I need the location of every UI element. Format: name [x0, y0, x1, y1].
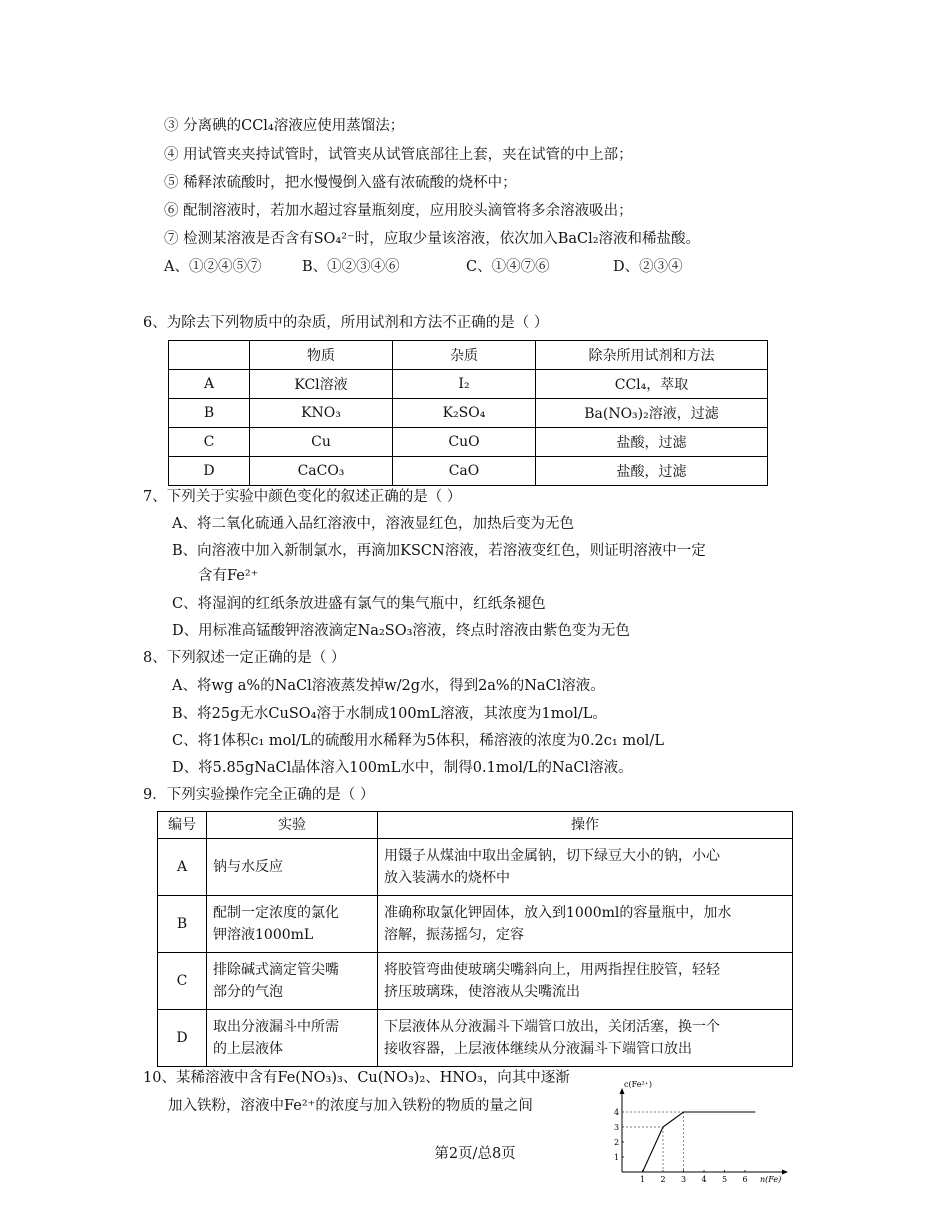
q5-item-7: ⑦ 检测某溶液是否含有SO₄²⁻时，应取少量该溶液，依次加入BaCl₂溶液和稀盐酸。 [164, 231, 701, 247]
q9-row-b-id: B [158, 896, 207, 953]
q8-stem: 8、下列叙述一定正确的是（ ） [143, 650, 346, 666]
q6-row-c-method: 盐酸，过滤 [536, 428, 768, 457]
table-row [169, 370, 768, 399]
x-tick-label: 4 [701, 1175, 707, 1184]
q9-row-a-op-1: 用镊子从煤油中取出金属钠，切下绿豆大小的钠，小心 [384, 848, 720, 864]
table-row [158, 1010, 793, 1067]
q9-row-d-id: D [158, 1010, 207, 1067]
q6-row-a-method: CCl₄，萃取 [536, 370, 768, 399]
q8-option-d: D、将5.85gNaCl晶体溶入100mL水中，制得0.1mol/L的NaCl溶液。 [172, 760, 633, 776]
table-row [169, 399, 768, 428]
q6-row-a-impurity: I₂ [393, 370, 536, 399]
q6-header-impurity: 杂质 [393, 341, 536, 370]
y-tick-label: 2 [614, 1138, 620, 1147]
q5-option-a: A、①②④⑤⑦ [164, 259, 262, 275]
q5-item-4: ④ 用试管夹夹持试管时，试管夹从试管底部往上套，夹在试管的中上部； [164, 147, 633, 163]
q7-option-d: D、用标准高锰酸钾溶液滴定Na₂SO₃溶液，终点时溶液由紫色变为无色 [172, 623, 630, 639]
q5-option-b: B、①②③④⑥ [302, 259, 400, 275]
q9-table [157, 811, 793, 1067]
q6-row-b-method: Ba(NO₃)₂溶液，过滤 [536, 399, 768, 428]
x-tick-label: 3 [681, 1175, 687, 1184]
x-tick-label: 5 [722, 1175, 728, 1184]
table-row [158, 953, 793, 1010]
y-axis-label: c(Fe²⁺) [624, 1080, 652, 1089]
q9-row-a-op-2: 放入装满水的烧杯中 [384, 870, 510, 886]
q10-graph [600, 1078, 796, 1190]
q6-table [168, 340, 768, 486]
q6-row-a-substance: KCl溶液 [250, 370, 393, 399]
q5-item-3: ③ 分离碘的CCl₄溶液应使用蒸馏法； [164, 118, 405, 134]
q9-header-experiment: 实验 [207, 812, 378, 839]
q6-row-c-substance: Cu [250, 428, 393, 457]
q6-row-c-impurity: CuO [393, 428, 536, 457]
q6-row-d-substance: CaCO₃ [250, 457, 393, 486]
q9-row-c-op-2: 挤压玻璃珠，使溶液从尖嘴流出 [384, 984, 580, 1000]
q5-item-5: ⑤ 稀释浓硫酸时，把水慢慢倒入盛有浓硫酸的烧杯中； [164, 175, 517, 191]
q9-row-b-exp-2: 钾溶液1000mL [213, 927, 314, 943]
table-row [169, 428, 768, 457]
q7-stem: 7、下列关于实验中颜色变化的叙述正确的是（ ） [143, 489, 462, 505]
q9-row-c-exp-2: 部分的气泡 [213, 984, 283, 1000]
q9-row-c-op-1: 将胶管弯曲使玻璃尖嘴斜向上，用两指捏住胶管，轻轻 [384, 962, 720, 978]
x-tick-label: 6 [742, 1175, 748, 1184]
q7-option-b-cont: 含有Fe²⁺ [198, 568, 259, 584]
q9-row-a-exp: 钠与水反应 [213, 859, 283, 875]
table-row [158, 839, 793, 896]
q9-row-b-op-1: 准确称取氯化钾固体，放入到1000ml的容量瓶中，加水 [384, 905, 732, 921]
table-row [158, 896, 793, 953]
q9-row-a-id: A [158, 839, 207, 896]
q9-stem: 9．下列实验操作完全正确的是（ ） [143, 787, 375, 803]
q7-option-a: A、将二氧化硫通入品红溶液中，溶液显红色，加热后变为无色 [172, 516, 574, 532]
q8-option-a: A、将wg a%的NaCl溶液蒸发掉w/2g水，得到2a%的NaCl溶液。 [172, 678, 605, 694]
q6-header-blank [169, 341, 250, 370]
y-tick-label: 1 [614, 1153, 620, 1162]
q9-row-d-op-2: 接收容器，上层液体继续从分液漏斗下端管口放出 [384, 1041, 692, 1057]
y-tick-label: 4 [614, 1108, 620, 1117]
q7-option-b: B、向溶液中加入新制氯水，再滴加KSCN溶液，若溶液变红色，则证明溶液中一定 [172, 543, 706, 559]
q6-row-d-method: 盐酸，过滤 [536, 457, 768, 486]
q5-item-6: ⑥ 配制溶液时，若加水超过容量瓶刻度，应用胶头滴管将多余溶液吸出； [164, 203, 633, 219]
q6-row-d-id: D [169, 457, 250, 486]
q6-stem: 6、为除去下列物质中的杂质，所用试剂和方法不正确的是（ ） [143, 315, 549, 331]
q9-row-b-op-2: 溶解，振荡摇匀，定容 [384, 927, 524, 943]
q6-row-b-substance: KNO₃ [250, 399, 393, 428]
q10-line-2: 加入铁粉，溶液中Fe²⁺的浓度与加入铁粉的物质的量之间 [168, 1098, 533, 1114]
q6-row-b-impurity: K₂SO₄ [393, 399, 536, 428]
q7-option-c: C、将湿润的红纸条放进盛有氯气的集气瓶中，红纸条褪色 [172, 596, 546, 612]
x-axis-arrow [782, 1170, 788, 1175]
q9-row-c-id: C [158, 953, 207, 1010]
page-footer: 第2页/总8页 [434, 1146, 516, 1162]
q6-row-d-impurity: CaO [393, 457, 536, 486]
q6-header-method: 除杂所用试剂和方法 [536, 341, 768, 370]
q9-row-b-exp-1: 配制一定浓度的氯化 [213, 905, 339, 921]
q9-row-d-exp-1: 取出分液漏斗中所需 [213, 1019, 339, 1035]
q8-option-c: C、将1体积c₁ mol/L的硫酸用水稀释为5体积，稀溶液的浓度为0.2c₁ mol/L [172, 733, 664, 749]
q9-row-c-exp-1: 排除碱式滴定管尖嘴 [213, 962, 339, 978]
q9-header-id: 编号 [158, 812, 207, 839]
q6-row-c-id: C [169, 428, 250, 457]
q6-header-substance: 物质 [250, 341, 393, 370]
q5-option-c: C、①④⑦⑥ [466, 259, 550, 275]
q8-option-b: B、将25g无水CuSO₄溶于水制成100mL溶液，其浓度为1mol/L。 [172, 706, 607, 722]
q5-option-d: D、②③④ [613, 259, 683, 275]
q6-row-b-id: B [169, 399, 250, 428]
x-axis-label: n(Fe) [760, 1175, 782, 1184]
q6-row-a-id: A [169, 370, 250, 399]
x-tick-label: 1 [640, 1175, 646, 1184]
y-tick-label: 3 [614, 1123, 620, 1132]
x-tick-label: 2 [660, 1175, 666, 1184]
table-row [169, 457, 768, 486]
q9-row-d-op-1: 下层液体从分液漏斗下端管口放出，关闭活塞，换一个 [384, 1019, 720, 1035]
q9-row-d-exp-2: 的上层液体 [213, 1041, 283, 1057]
q10-line-1: 10、某稀溶液中含有Fe(NO₃)₃、Cu(NO₃)₂、HNO₃，向其中逐渐 [143, 1070, 570, 1086]
q9-header-operation: 操作 [378, 812, 793, 839]
